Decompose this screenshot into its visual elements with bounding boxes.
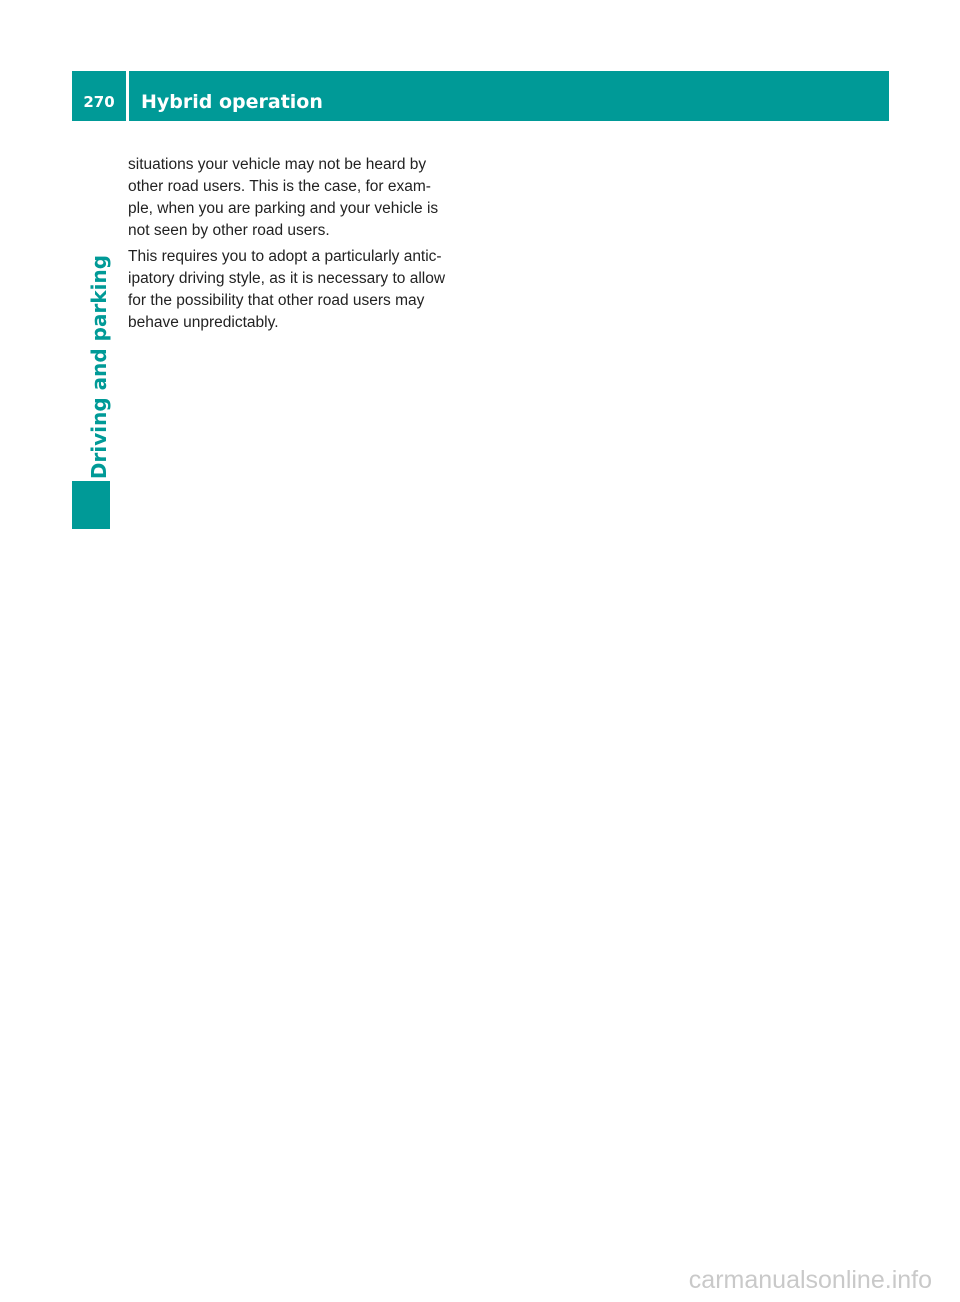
text-line: ple, when you are parking and your vehicle is xyxy=(128,200,439,217)
text-line: not seen by other road users. xyxy=(128,222,330,239)
side-tab-label: Driving and parking xyxy=(87,254,111,480)
paragraph xyxy=(128,154,463,242)
text-line: for the possibility that other road users may xyxy=(128,292,425,309)
side-tab xyxy=(72,254,126,480)
header-divider xyxy=(126,71,129,121)
side-tab-marker xyxy=(72,481,110,529)
text-line: ipatory driving style, as it is necessary to allow xyxy=(128,270,446,287)
text-line: other road users. This is the case, for exam- xyxy=(128,178,431,195)
watermark: carmanualsonline.info xyxy=(688,1266,932,1294)
text-line: behave unpredictably. xyxy=(128,314,279,331)
section-title: Hybrid operation xyxy=(141,91,323,113)
text-line: This requires you to adopt a particularly antic- xyxy=(128,248,442,265)
body-text xyxy=(128,154,463,338)
page-number: 270 xyxy=(83,93,115,111)
paragraph xyxy=(128,246,463,334)
text-line: situations your vehicle may not be heard by xyxy=(128,156,427,173)
